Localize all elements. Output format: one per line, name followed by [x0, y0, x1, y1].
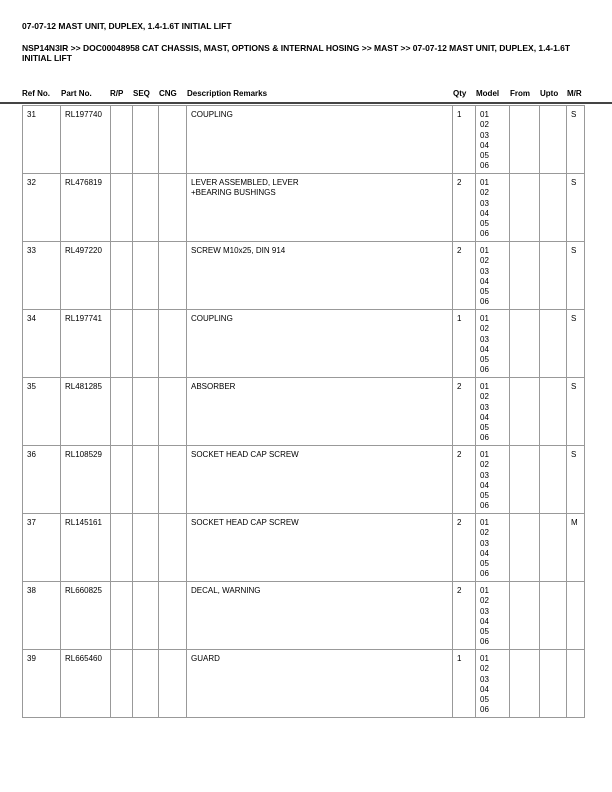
cell-desc: SCREW M10x25, DIN 914 — [187, 242, 453, 310]
cell-rp — [111, 310, 133, 378]
cell-desc: SOCKET HEAD CAP SCREW — [187, 446, 453, 514]
cell-qty: 1 — [453, 106, 476, 174]
cell-from — [510, 446, 540, 514]
cell-rp — [111, 106, 133, 174]
cell-mr: S — [567, 106, 585, 174]
table-row — [23, 174, 585, 242]
header-upto: Upto — [540, 89, 559, 98]
header-description: Description Remarks — [187, 89, 268, 98]
cell-seq — [133, 650, 159, 718]
cell-from — [510, 514, 540, 582]
cell-model: 01 02 03 04 05 06 — [476, 582, 510, 650]
cell-seq — [133, 106, 159, 174]
cell-ref: 39 — [23, 650, 61, 718]
table-row — [23, 650, 585, 718]
cell-seq — [133, 174, 159, 242]
cell-cng — [159, 242, 187, 310]
cell-ref: 34 — [23, 310, 61, 378]
cell-rp — [111, 582, 133, 650]
header-qty: Qty — [453, 89, 467, 98]
table-row — [23, 310, 585, 378]
cell-upto — [540, 310, 567, 378]
cell-desc: SOCKET HEAD CAP SCREW — [187, 514, 453, 582]
cell-ref: 36 — [23, 446, 61, 514]
cell-ref: 32 — [23, 174, 61, 242]
header-from: From — [510, 89, 530, 98]
cell-qty: 2 — [453, 446, 476, 514]
cell-cng — [159, 106, 187, 174]
header-mr: M/R — [567, 89, 582, 98]
cell-ref: 35 — [23, 378, 61, 446]
cell-qty: 2 — [453, 514, 476, 582]
cell-from — [510, 106, 540, 174]
cell-cng — [159, 310, 187, 378]
cell-mr: M — [567, 514, 585, 582]
cell-part: RL497220 — [61, 242, 111, 310]
cell-ref: 37 — [23, 514, 61, 582]
cell-seq — [133, 242, 159, 310]
cell-upto — [540, 582, 567, 650]
table-row — [23, 242, 585, 310]
cell-part: RL481285 — [61, 378, 111, 446]
cell-rp — [111, 242, 133, 310]
table-row — [23, 106, 585, 174]
cell-ref: 33 — [23, 242, 61, 310]
cell-seq — [133, 514, 159, 582]
cell-model: 01 02 03 04 05 06 — [476, 378, 510, 446]
cell-cng — [159, 446, 187, 514]
cell-ref: 38 — [23, 582, 61, 650]
cell-desc: COUPLING — [187, 310, 453, 378]
cell-part: RL197741 — [61, 310, 111, 378]
cell-part: RL108529 — [61, 446, 111, 514]
cell-part: RL197740 — [61, 106, 111, 174]
cell-qty: 2 — [453, 242, 476, 310]
cell-model: 01 02 03 04 05 06 — [476, 446, 510, 514]
cell-cng — [159, 582, 187, 650]
cell-part: RL476819 — [61, 174, 111, 242]
cell-part: RL660825 — [61, 582, 111, 650]
cell-mr — [567, 650, 585, 718]
cell-rp — [111, 174, 133, 242]
cell-seq — [133, 378, 159, 446]
cell-qty: 2 — [453, 174, 476, 242]
cell-desc: COUPLING — [187, 106, 453, 174]
cell-from — [510, 378, 540, 446]
cell-rp — [111, 446, 133, 514]
cell-part: RL145161 — [61, 514, 111, 582]
cell-model: 01 02 03 04 05 06 — [476, 514, 510, 582]
cell-mr: S — [567, 310, 585, 378]
header-seq: SEQ — [133, 89, 150, 98]
header-model: Model — [476, 89, 500, 98]
cell-model: 01 02 03 04 05 06 — [476, 242, 510, 310]
cell-seq — [133, 310, 159, 378]
header-divider — [0, 102, 612, 104]
cell-rp — [111, 378, 133, 446]
breadcrumb: NSP14N3IR >> DOC00048958 CAT CHASSIS, MAST, OPTIONS & INTERNAL HOSING >> MAST >> 07-07-12 MAST UNIT, DUPLEX, 1.4-1.6T INITIAL LIFT — [22, 43, 571, 63]
cell-part: RL665460 — [61, 650, 111, 718]
cell-upto — [540, 106, 567, 174]
cell-mr: S — [567, 242, 585, 310]
cell-upto — [540, 650, 567, 718]
cell-desc: GUARD — [187, 650, 453, 718]
cell-qty: 2 — [453, 582, 476, 650]
cell-mr: S — [567, 378, 585, 446]
page-title: 07-07-12 MAST UNIT, DUPLEX, 1.4-1.6T INITIAL LIFT — [22, 21, 232, 31]
cell-cng — [159, 174, 187, 242]
cell-desc: DECAL, WARNING — [187, 582, 453, 650]
cell-mr: S — [567, 174, 585, 242]
header-ref-no: Ref No. — [22, 89, 50, 98]
cell-from — [510, 310, 540, 378]
cell-mr: S — [567, 446, 585, 514]
cell-ref: 31 — [23, 106, 61, 174]
header-part-no: Part No. — [61, 89, 92, 98]
cell-qty: 1 — [453, 650, 476, 718]
cell-qty: 2 — [453, 378, 476, 446]
cell-cng — [159, 378, 187, 446]
cell-rp — [111, 514, 133, 582]
cell-cng — [159, 650, 187, 718]
table-row — [23, 582, 585, 650]
cell-model: 01 02 03 04 05 06 — [476, 174, 510, 242]
cell-rp — [111, 650, 133, 718]
cell-upto — [540, 446, 567, 514]
cell-desc: ABSORBER — [187, 378, 453, 446]
cell-model: 01 02 03 04 05 06 — [476, 310, 510, 378]
cell-model: 01 02 03 04 05 06 — [476, 106, 510, 174]
cell-seq — [133, 582, 159, 650]
parts-table — [22, 105, 585, 718]
cell-model: 01 02 03 04 05 06 — [476, 650, 510, 718]
cell-mr — [567, 582, 585, 650]
cell-from — [510, 242, 540, 310]
cell-upto — [540, 242, 567, 310]
cell-upto — [540, 514, 567, 582]
table-row — [23, 514, 585, 582]
table-row — [23, 446, 585, 514]
cell-desc: LEVER ASSEMBLED, LEVER +BEARING BUSHINGS — [187, 174, 453, 242]
table-row — [23, 378, 585, 446]
cell-from — [510, 582, 540, 650]
header-cng: CNG — [159, 89, 177, 98]
cell-qty: 1 — [453, 310, 476, 378]
cell-from — [510, 174, 540, 242]
cell-cng — [159, 514, 187, 582]
cell-seq — [133, 446, 159, 514]
cell-upto — [540, 378, 567, 446]
header-rp: R/P — [110, 89, 124, 98]
cell-from — [510, 650, 540, 718]
cell-upto — [540, 174, 567, 242]
